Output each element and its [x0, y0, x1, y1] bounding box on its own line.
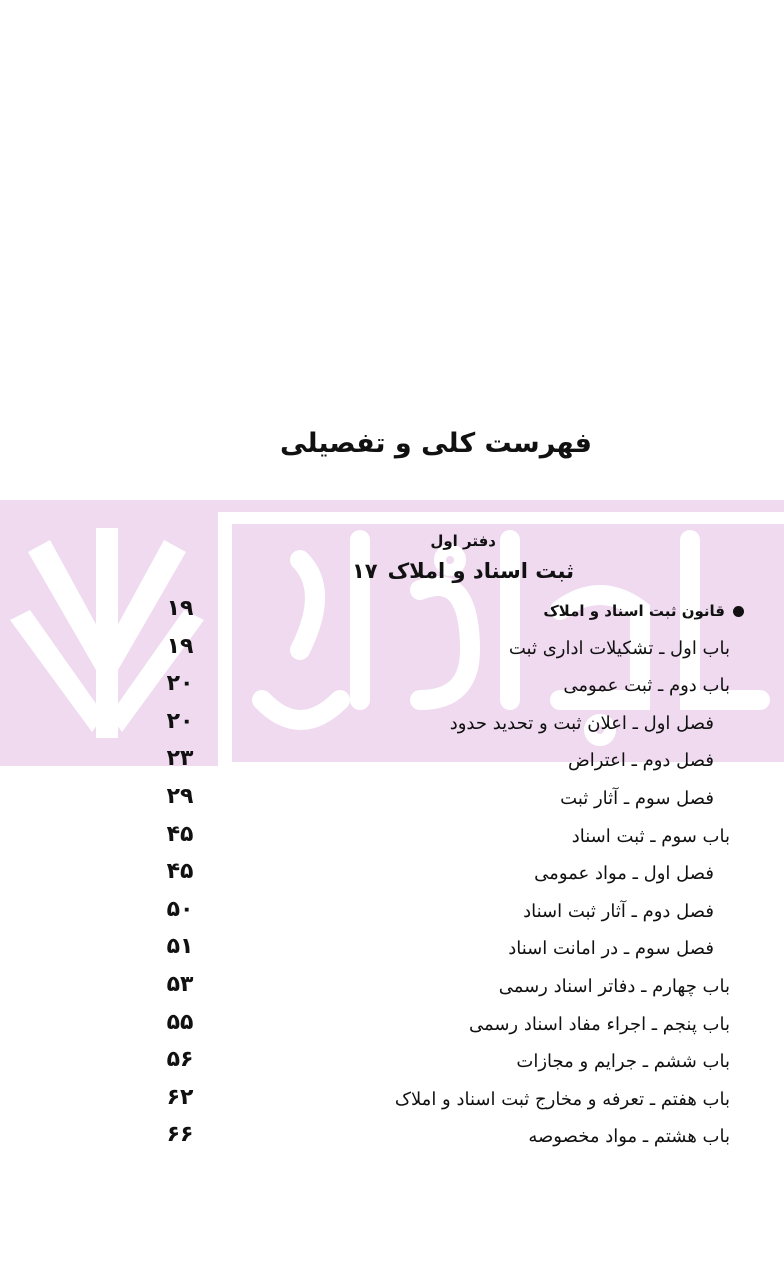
toc-row — [0, 895, 784, 933]
toc-page-number: ۵۱ — [166, 934, 194, 959]
toc-page-number: ۱۹ — [166, 634, 194, 659]
toc-page-number: ۴۵ — [166, 822, 194, 847]
toc-page-number: ۵۳ — [166, 972, 194, 997]
toc-page-number: ۶۲ — [166, 1085, 194, 1110]
toc-chapter-entry — [450, 711, 714, 737]
toc-page-number: ۵۵ — [166, 1010, 194, 1035]
toc-part-entry — [509, 636, 730, 662]
toc-row — [0, 1045, 784, 1083]
toc-entry-text: فصل اول ـ اعلان ثبت و تحدید حدود — [449, 713, 714, 734]
toc-chapter-entry — [508, 936, 714, 962]
toc-entry-text: باب پنجم ـ اجراء مفاد اسناد رسمی — [468, 1014, 730, 1035]
bullet-icon — [733, 606, 744, 617]
toc-part-entry — [516, 1049, 730, 1075]
toc-row — [0, 820, 784, 858]
toc-entry-text: باب هفتم ـ تعرفه و مخارج ثبت اسناد و املاک — [394, 1089, 730, 1110]
toc-page-number: ۶۶ — [166, 1122, 194, 1147]
toc-part-entry — [469, 1012, 730, 1038]
toc-entry-text: فصل سوم ـ آثار ثبت — [560, 788, 714, 809]
toc-part-entry — [563, 673, 730, 699]
toc-part-entry — [499, 974, 730, 1000]
toc-entry-text: باب ششم ـ جرایم و مجازات — [516, 1051, 730, 1072]
toc-entry-text: باب اول ـ تشکیلات اداری ثبت — [508, 638, 730, 659]
toc-page-number: ۲۰ — [166, 709, 194, 734]
toc-row — [0, 1083, 784, 1121]
toc-page-number: ۱۹ — [166, 596, 194, 621]
toc-entry-text: فصل اول ـ مواد عمومی — [534, 863, 714, 884]
toc-entry-text: فصل دوم ـ آثار ثبت اسناد — [523, 901, 714, 922]
toc-row — [0, 970, 784, 1008]
toc-entry-text: قانون ثبت اسناد و املاک — [543, 602, 725, 620]
toc-entry-text: فصل دوم ـ اعتراض — [567, 750, 714, 771]
toc-chapter-entry — [534, 861, 714, 887]
toc-section-title — [543, 598, 744, 624]
toc-part-entry — [395, 1087, 730, 1113]
toc-row — [0, 744, 784, 782]
toc-entry-text: باب هشتم ـ مواد مخصوصه — [528, 1126, 730, 1147]
toc-row — [0, 1008, 784, 1046]
toc-entry-text: باب چهارم ـ دفاتر اسناد رسمی — [498, 976, 730, 997]
toc-row — [0, 932, 784, 970]
toc-page-number: ۵۰ — [166, 897, 194, 922]
toc-page-number: ۲۹ — [166, 784, 194, 809]
toc-row — [0, 857, 784, 895]
toc-chapter-entry — [523, 899, 714, 925]
toc-chapter-entry — [560, 786, 714, 812]
toc-entry-text: باب دوم ـ ثبت عمومی — [563, 675, 730, 696]
toc-row — [0, 782, 784, 820]
toc-row — [0, 632, 784, 670]
toc-page-number: ۵۶ — [166, 1047, 194, 1072]
toc-row — [0, 669, 784, 707]
toc-part-entry — [572, 824, 730, 850]
page-title: فهرست کلی و تفصیلی — [280, 428, 592, 459]
toc-chapter-entry — [568, 748, 714, 774]
toc-page-number: ۴۵ — [166, 859, 194, 884]
toc-entry-text: فصل سوم ـ در امانت اسناد — [508, 938, 714, 959]
toc-row — [0, 594, 784, 632]
toc-row — [0, 1120, 784, 1158]
book-title — [352, 559, 574, 583]
book-page-number: ۱۷ — [351, 559, 378, 583]
toc-entry-text: باب سوم ـ ثبت اسناد — [571, 826, 730, 847]
toc-page-number: ۲۰ — [166, 671, 194, 696]
toc-row — [0, 707, 784, 745]
book-label: دفتر اول — [430, 532, 496, 550]
toc-page-number: ۲۳ — [166, 746, 194, 771]
book-title-text: ثبت اسناد و املاک — [387, 559, 574, 583]
toc-part-entry — [528, 1124, 730, 1150]
